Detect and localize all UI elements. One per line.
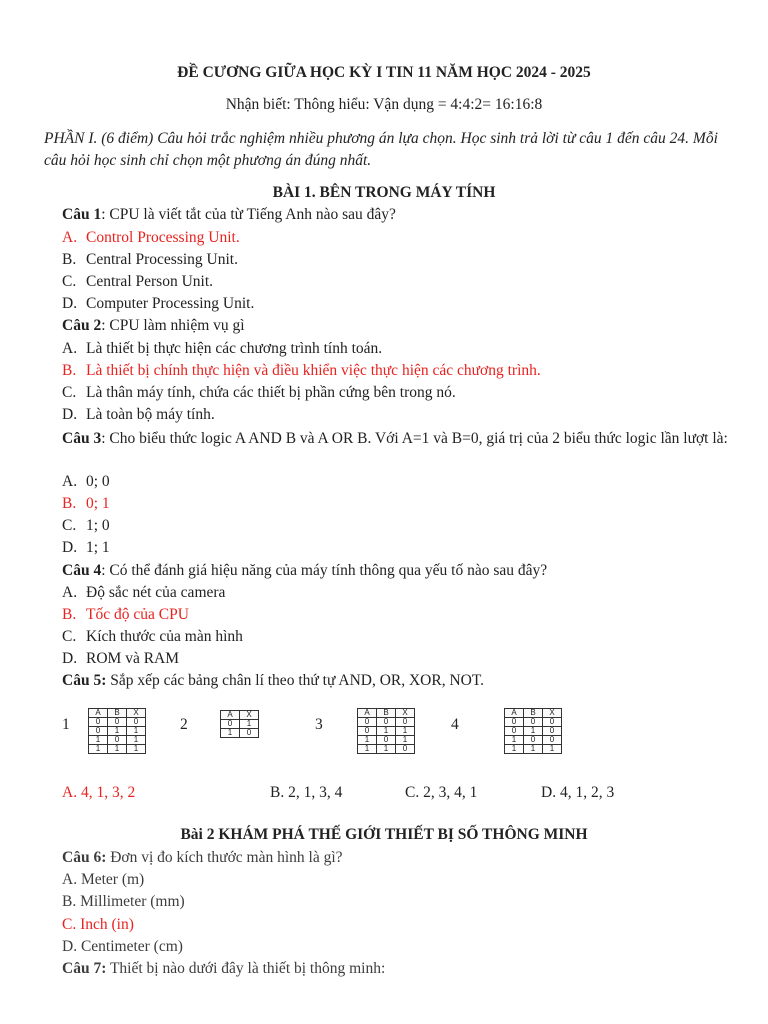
truth-table-1-number: 1 xyxy=(62,716,70,733)
question-5 xyxy=(62,672,484,690)
answer-option-correct[interactable]: C. Inch (in) xyxy=(62,916,134,933)
question-label: Câu 3 xyxy=(62,430,102,447)
question-6 xyxy=(62,849,343,867)
question-label: Câu 4 xyxy=(62,562,102,579)
answer-option[interactable]: B. 2, 1, 3, 4 xyxy=(270,784,343,801)
answer-option[interactable]: B. Central Processing Unit. xyxy=(62,251,238,268)
lesson2-heading: Bài 2 KHÁM PHÁ THẾ GIỚI THIẾT BỊ SỐ THÔNG MINH xyxy=(180,826,588,843)
part1-instructions: PHẦN I. (6 điểm) Câu hỏi trắc nghiệm nhiều phương án lựa chọn. Học sinh trả lời từ câu 1 đến câu 24. Mỗi câu hỏi học sinh chỉ chọn một phương án đúng nhất. xyxy=(44,130,718,169)
question-2 xyxy=(62,317,245,335)
difficulty-ratio: Nhận biết: Thông hiểu: Vận dụng = 4:4:2= 16:16:8 xyxy=(225,96,543,113)
question-label: Câu 6: xyxy=(62,849,107,866)
question-text: : CPU làm nhiệm vụ gì xyxy=(101,317,245,334)
answer-option[interactable]: D. Là toàn bộ máy tính. xyxy=(62,406,215,423)
answer-option[interactable]: D. 1; 1 xyxy=(62,539,110,556)
question-7 xyxy=(62,960,385,978)
answer-option[interactable]: D. ROM và RAM xyxy=(62,650,180,667)
truth-table-2: A X 0 1 1 0 xyxy=(220,710,259,738)
question-text: Đơn vị đo kích thước màn hình là gì? xyxy=(106,849,343,866)
answer-option[interactable]: C. Là thân máy tính, chứa các thiết bị phần cứng bên trong nó. xyxy=(62,384,456,401)
answer-option[interactable]: A. Là thiết bị thực hiện các chương trình tính toán. xyxy=(62,340,383,357)
truth-table-3: A B X 0 0 0 0 1 1 1 0 1 1 1 0 xyxy=(357,708,415,754)
truth-table-2-number: 2 xyxy=(180,716,188,733)
truth-table-4-number: 4 xyxy=(451,716,459,733)
question-label: Câu 5: xyxy=(62,672,107,689)
truth-table-4: A B X 0 0 0 0 1 0 1 0 0 1 1 1 xyxy=(504,708,562,754)
question-text: Sắp xếp các bảng chân lí theo thứ tự AND, OR, XOR, NOT. xyxy=(106,672,485,689)
answer-option[interactable]: D. Centimeter (cm) xyxy=(62,938,183,955)
answer-option[interactable]: B. Millimeter (mm) xyxy=(62,893,185,910)
answer-option[interactable]: D. Computer Processing Unit. xyxy=(62,295,255,312)
truth-table-3-number: 3 xyxy=(315,716,323,733)
question-label: Câu 1 xyxy=(62,206,102,223)
answer-option[interactable]: C. 1; 0 xyxy=(62,517,110,534)
answer-option-correct[interactable]: B. 0; 1 xyxy=(62,495,110,512)
question-text: : CPU là viết tắt của từ Tiếng Anh nào sau đây? xyxy=(101,206,396,223)
answer-option[interactable]: A. Meter (m) xyxy=(62,871,145,888)
question-3 xyxy=(62,428,732,450)
answer-option[interactable]: C. Central Person Unit. xyxy=(62,273,213,290)
question-label: Câu 2 xyxy=(62,317,102,334)
question-text: : Có thể đánh giá hiệu năng của máy tính thông qua yếu tố nào sau đây? xyxy=(101,562,548,579)
answer-option-correct[interactable]: A. 4, 1, 3, 2 xyxy=(62,784,136,801)
answer-option[interactable]: C. Kích thước của màn hình xyxy=(62,628,243,645)
question-text: Thiết bị nào dưới đây là thiết bị thông minh: xyxy=(106,960,386,977)
truth-table-1: A B X 0 0 0 0 1 1 1 0 1 1 1 1 xyxy=(88,708,146,754)
lesson1-heading: BÀI 1. BÊN TRONG MÁY TÍNH xyxy=(272,184,496,201)
answer-option[interactable]: D. 4, 1, 2, 3 xyxy=(541,784,615,801)
question-1 xyxy=(62,206,396,224)
answer-option[interactable]: C. 2, 3, 4, 1 xyxy=(405,784,478,801)
question-text: : Cho biểu thức logic A AND B và A OR B. Với A=1 và B=0, giá trị của 2 biểu thức logic lần lượt là: xyxy=(101,430,728,447)
answer-option-correct[interactable]: B. Là thiết bị chính thực hiện và điều khiển việc thực hiện các chương trình. xyxy=(62,362,541,379)
answer-option[interactable]: A. Độ sắc nét của camera xyxy=(62,584,226,601)
answer-option-correct[interactable]: A. Control Processing Unit. xyxy=(62,229,240,246)
document-title: ĐỀ CƯƠNG GIỮA HỌC KỲ I TIN 11 NĂM HỌC 2024 - 2025 xyxy=(177,64,591,81)
question-label: Câu 7: xyxy=(62,960,107,977)
question-4 xyxy=(62,562,547,580)
answer-option[interactable]: A. 0; 0 xyxy=(62,473,110,490)
answer-option-correct[interactable]: B. Tốc độ của CPU xyxy=(62,606,189,623)
